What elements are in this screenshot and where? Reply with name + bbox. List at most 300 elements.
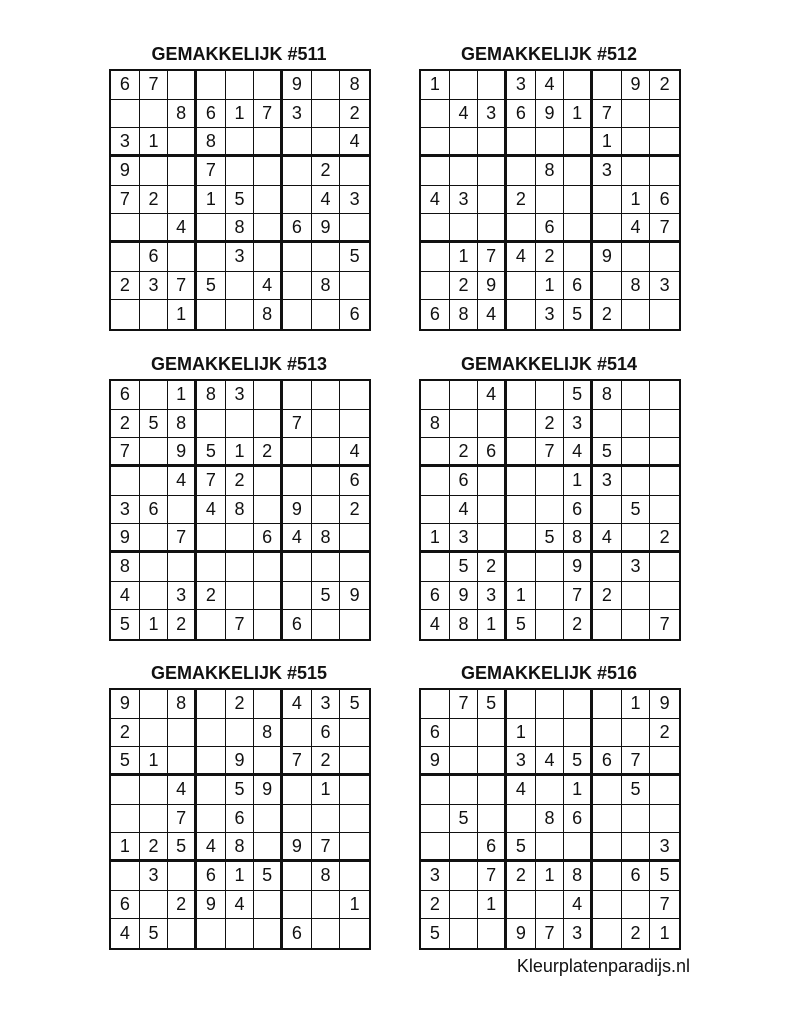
sudoku-cell: 4 [168, 214, 197, 243]
sudoku-cell: 3 [450, 524, 479, 553]
sudoku-cell [111, 100, 140, 129]
sudoku-cell: 2 [168, 610, 197, 639]
site-credit: Kleurplatenparadijs.nl [516, 956, 690, 976]
sudoku-cell [450, 862, 479, 891]
sudoku-cell: 2 [650, 71, 679, 100]
sudoku-cell [564, 833, 593, 862]
sudoku-cell [421, 553, 450, 582]
sudoku-cell [168, 719, 197, 748]
sudoku-cell [478, 410, 507, 439]
sudoku-cell: 6 [421, 582, 450, 611]
sudoku-cell: 1 [312, 776, 341, 805]
sudoku-cell [254, 747, 283, 776]
sudoku-cell [421, 467, 450, 496]
sudoku-cell [507, 214, 536, 243]
sudoku-cell: 6 [140, 243, 169, 272]
sudoku-cell [622, 381, 651, 410]
sudoku-cell [312, 438, 341, 467]
sudoku-cell: 1 [226, 862, 255, 891]
sudoku-cell: 7 [536, 919, 565, 948]
sudoku-cell: 5 [507, 610, 536, 639]
sudoku-cell: 6 [226, 805, 255, 834]
puzzle-title: GEMAKKELIJK #513 [150, 354, 328, 374]
sudoku-cell [421, 381, 450, 410]
sudoku-cell [622, 410, 651, 439]
sudoku-cell [450, 71, 479, 100]
sudoku-cell: 1 [226, 438, 255, 467]
sudoku-cell [622, 833, 651, 862]
sudoku-cell: 1 [168, 381, 197, 410]
sudoku-cell: 6 [564, 496, 593, 525]
sudoku-cell: 5 [168, 833, 197, 862]
puzzle-title: GEMAKKELIJK #514 [460, 354, 638, 374]
sudoku-cell [340, 776, 369, 805]
sudoku-cell [111, 467, 140, 496]
sudoku-cell: 8 [168, 690, 197, 719]
sudoku-cell: 3 [111, 128, 140, 157]
sudoku-cell: 8 [226, 833, 255, 862]
sudoku-cell [254, 71, 283, 100]
sudoku-cell [168, 747, 197, 776]
sudoku-cell: 2 [226, 690, 255, 719]
sudoku-cell [168, 862, 197, 891]
sudoku-cell: 3 [507, 71, 536, 100]
sudoku-cell: 9 [283, 71, 312, 100]
sudoku-cell: 5 [421, 919, 450, 948]
sudoku-cell: 6 [340, 467, 369, 496]
sudoku-cell [312, 71, 341, 100]
sudoku-cell [140, 467, 169, 496]
sudoku-cell [140, 214, 169, 243]
sudoku-cell [140, 300, 169, 329]
sudoku-cell [507, 496, 536, 525]
sudoku-cell [536, 553, 565, 582]
sudoku-cell [111, 243, 140, 272]
sudoku-cell [254, 467, 283, 496]
sudoku-cell [254, 496, 283, 525]
sudoku-cell: 1 [536, 272, 565, 301]
sudoku-cell [140, 524, 169, 553]
sudoku-cell: 2 [340, 496, 369, 525]
sudoku-cell [254, 553, 283, 582]
sudoku-cell: 9 [254, 776, 283, 805]
sudoku-cell: 7 [168, 272, 197, 301]
sudoku-cell [593, 610, 622, 639]
sudoku-cell [650, 467, 679, 496]
sudoku-cell: 5 [226, 776, 255, 805]
sudoku-cell: 6 [254, 524, 283, 553]
sudoku-cell [478, 186, 507, 215]
sudoku-cell [593, 891, 622, 920]
sudoku-cell: 1 [593, 128, 622, 157]
sudoku-cell: 5 [197, 438, 226, 467]
sudoku-cell: 5 [450, 553, 479, 582]
sudoku-cell [226, 71, 255, 100]
sudoku-cell: 4 [197, 496, 226, 525]
sudoku-cell: 4 [564, 438, 593, 467]
sudoku-cell: 3 [622, 553, 651, 582]
sudoku-cell: 2 [593, 582, 622, 611]
sudoku-cell: 8 [168, 100, 197, 129]
sudoku-cell: 9 [564, 553, 593, 582]
sudoku-cell [622, 467, 651, 496]
sudoku-cell [340, 862, 369, 891]
sudoku-cell [340, 805, 369, 834]
sudoku-cell [254, 610, 283, 639]
sudoku-cell [312, 919, 341, 948]
sudoku-cell: 3 [650, 833, 679, 862]
sudoku-cell [312, 467, 341, 496]
sudoku-cell: 1 [140, 610, 169, 639]
sudoku-cell: 6 [283, 919, 312, 948]
sudoku-cell: 7 [254, 100, 283, 129]
sudoku-cell: 8 [111, 553, 140, 582]
sudoku-cell: 4 [226, 891, 255, 920]
sudoku-cell: 1 [564, 776, 593, 805]
sudoku-cell: 2 [421, 891, 450, 920]
puzzle-title: GEMAKKELIJK #512 [460, 44, 638, 64]
sudoku-cell [421, 690, 450, 719]
sudoku-cell [168, 71, 197, 100]
sudoku-cell [283, 862, 312, 891]
sudoku-cell: 2 [593, 300, 622, 329]
sudoku-cell: 3 [593, 467, 622, 496]
sudoku-cell: 3 [536, 300, 565, 329]
sudoku-cell [197, 690, 226, 719]
sudoku-cell [564, 186, 593, 215]
sudoku-cell: 6 [593, 747, 622, 776]
sudoku-cell: 4 [450, 496, 479, 525]
sudoku-cell: 5 [197, 272, 226, 301]
sudoku-cell: 7 [168, 805, 197, 834]
sudoku-cell [421, 214, 450, 243]
sudoku-cell: 9 [226, 747, 255, 776]
sudoku-cell: 1 [622, 690, 651, 719]
sudoku-cell [421, 805, 450, 834]
sudoku-cell [140, 690, 169, 719]
sudoku-cell [622, 100, 651, 129]
sudoku-cell: 8 [536, 805, 565, 834]
sudoku-cell: 5 [340, 243, 369, 272]
sudoku-cell [226, 553, 255, 582]
sudoku-cell: 4 [622, 214, 651, 243]
sudoku-cell [140, 438, 169, 467]
sudoku-cell: 1 [659, 923, 670, 944]
sudoku-cell: 1 [421, 71, 450, 100]
sudoku-cell: 3 [312, 690, 341, 719]
sudoku-cell: 5 [140, 919, 169, 948]
sudoku-cell: 8 [312, 862, 341, 891]
sudoku-cell [478, 805, 507, 834]
sudoku-cell [536, 496, 565, 525]
sudoku-cell: 5 [254, 862, 283, 891]
sudoku-cell: 3 [140, 272, 169, 301]
sudoku-cell [536, 186, 565, 215]
sudoku-cell [421, 272, 450, 301]
sudoku-cell: 7 [197, 467, 226, 496]
sudoku-cell [340, 919, 369, 948]
sudoku-cell [254, 381, 283, 410]
sudoku-cell: 5 [111, 610, 140, 639]
sudoku-cell [593, 719, 622, 748]
sudoku-cell: 7 [622, 747, 651, 776]
sudoku-cell: 2 [536, 243, 565, 272]
sudoku-cell [421, 128, 450, 157]
sudoku-cell [254, 157, 283, 186]
sudoku-cell [140, 891, 169, 920]
sudoku-cell [140, 582, 169, 611]
sudoku-cell: 1 [140, 747, 169, 776]
sudoku-cell [650, 438, 679, 467]
sudoku-cell [564, 214, 593, 243]
sudoku-cell: 4 [536, 71, 565, 100]
sudoku-cell [111, 862, 140, 891]
sudoku-cell [450, 214, 479, 243]
sudoku-grid [109, 688, 371, 950]
sudoku-cell: 2 [111, 410, 140, 439]
sudoku-cell: 7 [111, 186, 140, 215]
sudoku-cell: 6 [564, 272, 593, 301]
sudoku-cell [197, 747, 226, 776]
sudoku-cell [111, 805, 140, 834]
sudoku-cell [283, 776, 312, 805]
sudoku-cell [312, 805, 341, 834]
sudoku-cell [140, 776, 169, 805]
sudoku-cell: 5 [564, 381, 593, 410]
sudoku-cell: 8 [564, 862, 593, 891]
sudoku-cell: 1 [140, 128, 169, 157]
sudoku-cell: 7 [564, 582, 593, 611]
sudoku-cell [650, 157, 679, 186]
sudoku-cell: 1 [564, 100, 593, 129]
sudoku-cell [312, 300, 341, 329]
sudoku-cell: 5 [111, 747, 140, 776]
sudoku-cell [593, 71, 622, 100]
sudoku-cell [283, 186, 312, 215]
sudoku-cell: 3 [450, 186, 479, 215]
sudoku-cell [593, 410, 622, 439]
sudoku-cell: 7 [197, 157, 226, 186]
sudoku-grid [419, 379, 681, 641]
sudoku-cell: 8 [450, 610, 479, 639]
sudoku-cell: 8 [622, 272, 651, 301]
sudoku-cell: 5 [312, 582, 341, 611]
sudoku-cell: 4 [478, 300, 507, 329]
sudoku-cell [622, 243, 651, 272]
sudoku-cell: 1 [340, 891, 369, 920]
sudoku-cell [564, 243, 593, 272]
sudoku-cell: 2 [536, 410, 565, 439]
sudoku-cell [140, 553, 169, 582]
sudoku-cell: 1 [507, 582, 536, 611]
sudoku-cell: 4 [312, 186, 341, 215]
sudoku-cell [450, 891, 479, 920]
sudoku-cell: 2 [507, 186, 536, 215]
sudoku-cell [283, 243, 312, 272]
sudoku-cell [622, 891, 651, 920]
sudoku-cell: 7 [650, 214, 679, 243]
sudoku-cell [450, 381, 479, 410]
sudoku-cell: 9 [168, 438, 197, 467]
sudoku-cell [536, 776, 565, 805]
sudoku-cell: 6 [111, 891, 140, 920]
sudoku-cell: 4 [450, 100, 479, 129]
puzzle-title: GEMAKKELIJK #511 [151, 44, 327, 64]
sudoku-cell [197, 410, 226, 439]
sudoku-cell: 2 [478, 553, 507, 582]
sudoku-cell [283, 719, 312, 748]
sudoku-cell [622, 524, 651, 553]
sudoku-cell: 3 [226, 381, 255, 410]
sudoku-cell: 6 [283, 214, 312, 243]
sudoku-cell: 4 [283, 524, 312, 553]
sudoku-cell [254, 919, 283, 948]
sudoku-cell [340, 410, 369, 439]
sudoku-cell [593, 214, 622, 243]
sudoku-cell [478, 776, 507, 805]
sudoku-grid [419, 688, 681, 950]
sudoku-cell: 5 [226, 186, 255, 215]
sudoku-cell [564, 71, 593, 100]
sudoku-cell [450, 747, 479, 776]
sudoku-cell [168, 553, 197, 582]
sudoku-cell [283, 553, 312, 582]
sudoku-cell: 8 [254, 719, 283, 748]
sudoku-cell: 2 [226, 467, 255, 496]
sudoku-cell: 2 [507, 862, 536, 891]
sudoku-cell: 4 [340, 128, 369, 157]
sudoku-cell [622, 805, 651, 834]
sudoku-cell [254, 833, 283, 862]
sudoku-cell [226, 524, 255, 553]
sudoku-cell [507, 690, 536, 719]
sudoku-cell: 7 [111, 438, 140, 467]
sudoku-cell: 9 [450, 582, 479, 611]
sudoku-cell [450, 776, 479, 805]
sudoku-cell [168, 128, 197, 157]
sudoku-cell [140, 100, 169, 129]
sudoku-cell: 8 [168, 410, 197, 439]
sudoku-cell: 9 [478, 272, 507, 301]
sudoku-cell [650, 381, 679, 410]
sudoku-cell [168, 496, 197, 525]
sudoku-cell: 9 [197, 891, 226, 920]
sudoku-cell: 7 [593, 100, 622, 129]
sudoku-cell [283, 300, 312, 329]
sudoku-cell [564, 719, 593, 748]
sudoku-cell [197, 919, 226, 948]
sudoku-cell: 1 [507, 719, 536, 748]
sudoku-cell [507, 272, 536, 301]
sudoku-cell: 4 [254, 272, 283, 301]
sudoku-cell [536, 891, 565, 920]
sudoku-cell [593, 833, 622, 862]
sudoku-cell: 9 [421, 747, 450, 776]
sudoku-cell: 4 [111, 919, 140, 948]
sudoku-cell: 9 [536, 100, 565, 129]
sudoku-cell: 3 [478, 582, 507, 611]
sudoku-cell: 6 [111, 381, 140, 410]
sudoku-cell: 9 [593, 243, 622, 272]
sudoku-cell [478, 719, 507, 748]
sudoku-cell: 3 [650, 272, 679, 301]
sudoku-cell: 2 [650, 719, 679, 748]
sudoku-cell [226, 919, 255, 948]
sudoku-cell: 5 [593, 438, 622, 467]
sudoku-cell [536, 833, 565, 862]
sudoku-cell: 2 [312, 747, 341, 776]
sudoku-cell [622, 610, 651, 639]
sudoku-cell [312, 496, 341, 525]
sudoku-cell [478, 747, 507, 776]
sudoku-cell [478, 919, 507, 948]
sudoku-cell [622, 157, 651, 186]
sudoku-cell [197, 524, 226, 553]
sudoku-cell [593, 553, 622, 582]
sudoku-cell [421, 496, 450, 525]
sudoku-cell: 5 [564, 747, 593, 776]
sudoku-cell [421, 776, 450, 805]
sudoku-cell: 9 [111, 524, 140, 553]
sudoku-cell: 7 [536, 438, 565, 467]
sudoku-cell: 7 [283, 410, 312, 439]
sudoku-cell [340, 610, 369, 639]
sudoku-cell [650, 776, 679, 805]
sudoku-cell [450, 157, 479, 186]
sudoku-cell [283, 805, 312, 834]
sudoku-cell [478, 524, 507, 553]
sudoku-cell: 3 [507, 747, 536, 776]
sudoku-cell: 4 [197, 833, 226, 862]
sudoku-cell: 9 [340, 582, 369, 611]
sudoku-cell: 9 [622, 71, 651, 100]
sudoku-cell: 3 [421, 862, 450, 891]
sudoku-cell [564, 128, 593, 157]
sudoku-cell: 8 [226, 214, 255, 243]
sudoku-cell [254, 128, 283, 157]
sudoku-cell [340, 719, 369, 748]
sudoku-cell: 1 [564, 467, 593, 496]
sudoku-cell [536, 582, 565, 611]
sudoku-cell [283, 128, 312, 157]
sudoku-cell [536, 467, 565, 496]
sudoku-cell [536, 690, 565, 719]
sudoku-cell: 7 [226, 610, 255, 639]
sudoku-cell [593, 862, 622, 891]
sudoku-cell: 6 [421, 719, 450, 748]
sudoku-cell [564, 157, 593, 186]
sudoku-cell: 8 [312, 272, 341, 301]
sudoku-cell: 1 [478, 891, 507, 920]
sudoku-cell: 1 [421, 524, 450, 553]
sudoku-cell: 4 [536, 747, 565, 776]
sudoku-cell: 2 [254, 438, 283, 467]
sudoku-cell: 7 [450, 690, 479, 719]
sudoku-cell: 7 [312, 833, 341, 862]
sudoku-cell [254, 243, 283, 272]
sudoku-cell: 7 [478, 243, 507, 272]
sudoku-cell [197, 553, 226, 582]
sudoku-cell: 4 [507, 243, 536, 272]
sudoku-cell: 5 [622, 776, 651, 805]
sudoku-cell [622, 582, 651, 611]
sudoku-cell [140, 381, 169, 410]
sudoku-cell: 5 [650, 862, 679, 891]
sudoku-cell [507, 467, 536, 496]
sudoku-cell: 3 [111, 496, 140, 525]
sudoku-cell [478, 157, 507, 186]
sudoku-cell [111, 776, 140, 805]
